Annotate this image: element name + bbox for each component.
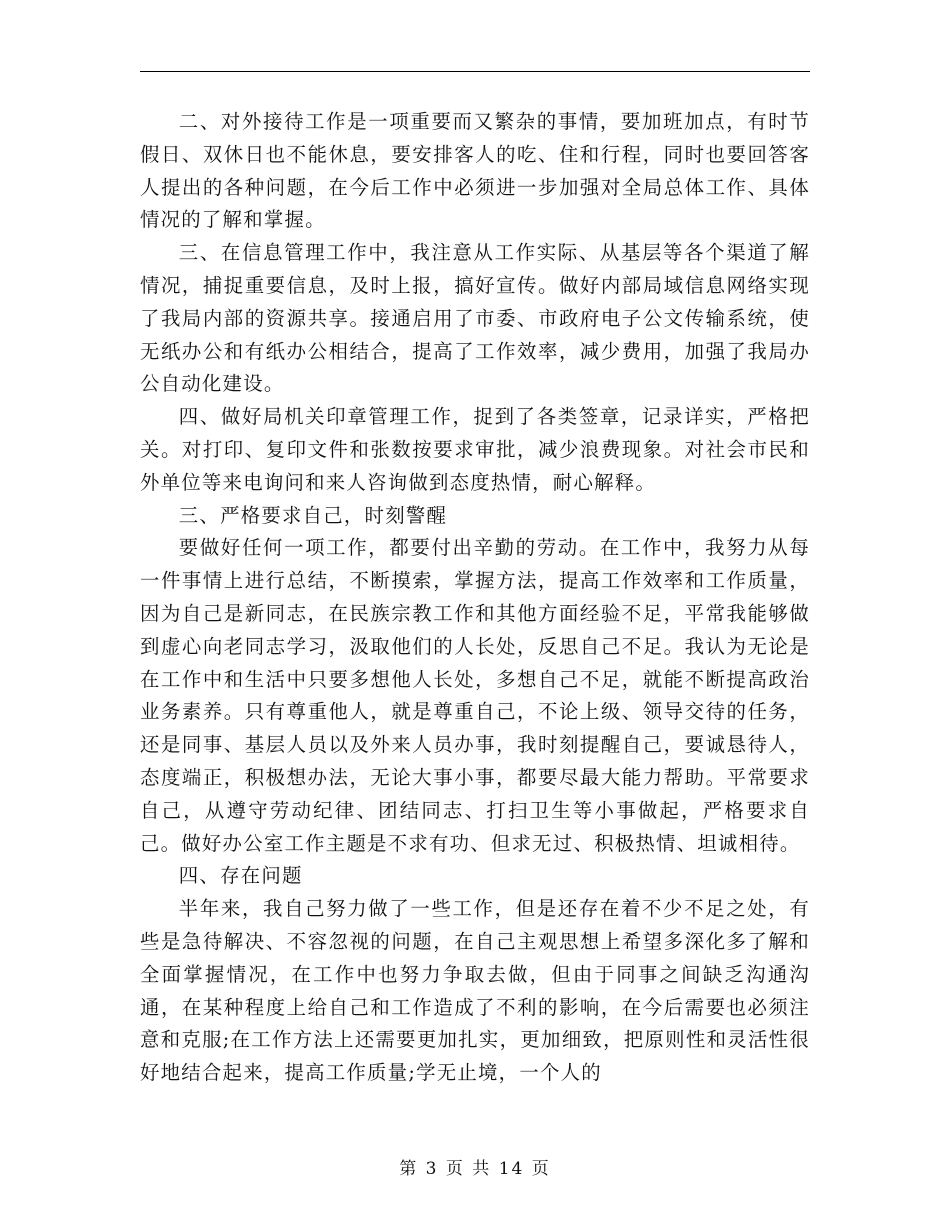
- page-footer: [0, 1154, 950, 1179]
- document-body: [140, 106, 810, 1090]
- paragraph-information-management: 三、在信息管理工作中，我注意从工作实际、从基层等各个渠道了解情况，捕捉重要信息，及时上报，搞好宣传。做好内部局域信息网络实现了我局内部的资源共享。接通启用了市委、市政府电子公文传输系统，使无纸办公和有纸办公相结合，提高了工作效率，减少费用，加强了我局办公自动化建设。: [140, 241, 810, 396]
- paragraph-reception: 二、对外接待工作是一项重要而又繁杂的事情，要加班加点，有时节假日、双休日也不能休息，要安排客人的吃、住和行程，同时也要回答客人提出的各种问题，在今后工作中必须进一步加强对全局总体工作、具体情况的了解和掌握。: [140, 110, 810, 232]
- paragraph-problems: 半年来，我自己努力做了一些工作，但是还存在着不少不足之处，有些是急待解决、不容忽视的问题，在自己主观思想上希望多深化多了解和全面掌握情况，在工作中也努力争取去做，但由于同事之间缺乏沟通沟通，在某种程度上给自己和工作造成了不利的影响，在今后需要也必须注意和克服;在工作方法上还需要更加扎实，更加细致，把原则性和灵活性很好地结合起来，提高工作质量;学无止境，一个人的: [140, 897, 810, 1085]
- header-rule: [140, 71, 810, 72]
- footer-prefix: 第: [399, 1159, 419, 1179]
- section-heading-problems: 四、存在问题: [178, 864, 303, 888]
- section-heading-self-discipline: 三、严格要求自己，时刻警醒: [178, 503, 448, 527]
- paragraph-seal-management: 四、做好局机关印章管理工作，捉到了各类签章，记录详实，严格把关。对打印、复印文件和张数按要求审批，减少浪费现象。对社会市民和外单位等来电询问和来人咨询做到态度热情，耐心解释。: [140, 405, 810, 494]
- footer-page-number: 3: [425, 1159, 439, 1179]
- footer-total-pages: 14: [498, 1159, 525, 1179]
- footer-suffix: 页: [531, 1159, 551, 1179]
- footer-middle: 页 共: [445, 1159, 492, 1179]
- paragraph-self-discipline: 要做好任何一项工作，都要付出辛勤的劳动。在工作中，我努力从每一件事情上进行总结，不断摸索，掌握方法，提高工作效率和工作质量，因为自己是新同志，在民族宗教工作和其他方面经验不足，平常我能够做到虚心向老同志学习，汲取他们的人长处，反思自己不足。我认为无论是在工作中和生活中只要多想他人长处，多想自己不足，就能不断提高政治业务素养。只有尊重他人，就是尊重自己，不论上级、领导交待的任务，还是同事、基层人员以及外来人员办事，我时刻提醒自己，要诚恳待人，态度端正，积极想办法，无论大事小事，都要尽最大能力帮助。平常要求自己，从遵守劳动纪律、团结同志、打扫卫生等小事做起，严格要求自己。做好办公室工作主题是不求有功、但求无过、积极热情、坦诚相待。: [140, 536, 810, 855]
